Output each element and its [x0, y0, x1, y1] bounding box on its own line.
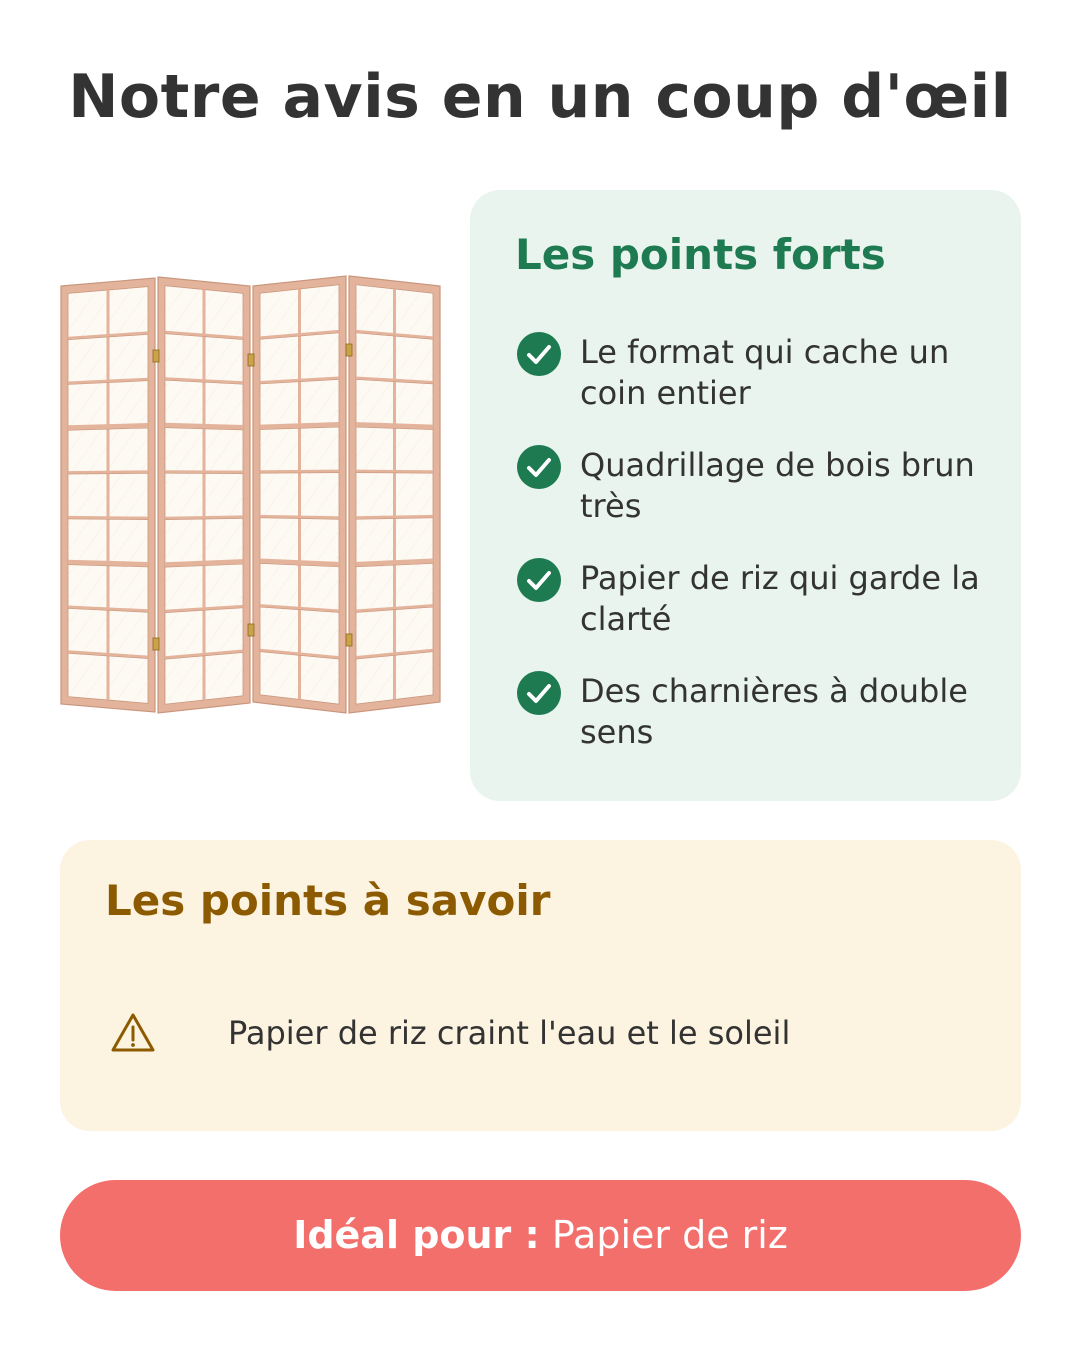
- hinge: [346, 344, 352, 356]
- pros-card: [470, 190, 1021, 801]
- cons-card: [60, 840, 1021, 1131]
- screen-panel: [349, 276, 440, 713]
- pros-list: [517, 332, 987, 784]
- hinge: [346, 634, 352, 646]
- check-circle-icon: [517, 558, 561, 602]
- pros-item: [517, 445, 987, 558]
- pros-item-text: Papier de riz qui garde la clarté: [580, 559, 980, 638]
- pros-item-text: Le format qui cache un coin entier: [580, 333, 950, 412]
- hinge: [153, 350, 159, 362]
- warning-icon: [110, 1012, 156, 1054]
- pros-item: [517, 558, 987, 671]
- pros-item-text: Quadrillage de bois brun très: [580, 446, 975, 525]
- cons-item-text: Papier de riz craint l'eau et le soleil: [228, 1014, 791, 1052]
- product-image: [58, 272, 444, 718]
- ideal-label: Idéal pour :: [293, 1213, 540, 1257]
- pros-item-text: Des charnières à double sens: [580, 672, 968, 751]
- check-circle-icon: [517, 445, 561, 489]
- folding-screen-illustration: [58, 272, 444, 718]
- page-title: Notre avis en un coup d'œil: [68, 62, 1012, 132]
- pros-title: Les points forts: [515, 230, 886, 279]
- pros-item: [517, 671, 987, 784]
- hinge: [248, 624, 254, 636]
- ideal-banner: [60, 1180, 1021, 1291]
- screen-panel: [158, 277, 250, 713]
- check-circle-icon: [517, 332, 561, 376]
- screen-panel: [61, 278, 155, 712]
- screen-panel: [253, 276, 346, 713]
- cons-title: Les points à savoir: [105, 876, 551, 925]
- check-circle-icon: [517, 671, 561, 715]
- hinge: [153, 638, 159, 650]
- ideal-value: Papier de riz: [551, 1213, 788, 1257]
- hinge: [248, 354, 254, 366]
- pros-item: [517, 332, 987, 445]
